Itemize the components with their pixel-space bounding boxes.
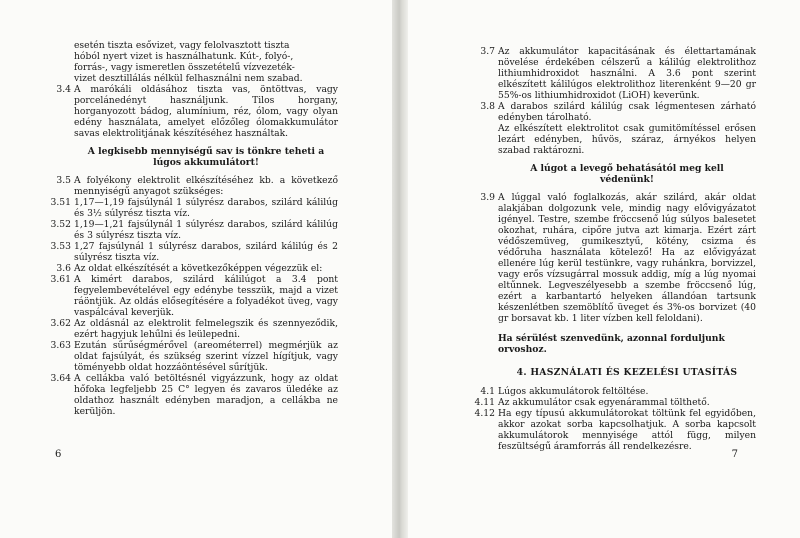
section-3-8 bbox=[470, 101, 756, 123]
air-warning: A lúgot a levegő behatásától meg kell védenünk! bbox=[530, 163, 724, 185]
section-text: Lúgos akkumulátorok feltöltése. bbox=[498, 386, 649, 398]
section-3-4 bbox=[46, 84, 338, 139]
section-number: 3.8 bbox=[480, 101, 495, 112]
section-text: Az akkumulátor kapacitásának és élettartamának növelése érdekében célszerű a kálilúg elektrolithoz lithiumhidroxidot használni. A 3.6 pont szerint elkészített kálilúgos elektrolithoz literenként 9—20 gr 55%-os lithiumhidroxidot (LiOH) keverünk. bbox=[498, 46, 756, 101]
section-3-52 bbox=[46, 219, 338, 241]
left-page-column bbox=[46, 40, 338, 417]
section-text: Ha egy típusú akkumulátorokat töltünk fel egyidőben, akkor azokat sorba kapcsolhatjuk. A sorba kapcsolt akkumulátorok mennyisége attól függ, milyen feszültségű áramforrás áll rendelkezésre. bbox=[498, 408, 756, 453]
section-number: 4.12 bbox=[474, 408, 495, 420]
section-3-62 bbox=[46, 318, 338, 340]
right-page-column bbox=[470, 46, 756, 452]
chapter-heading: 4. HASZNÁLATI ÉS KEZELÉSI UTASÍTÁS bbox=[516, 367, 738, 379]
section-4-11 bbox=[470, 397, 756, 408]
section-3-64 bbox=[46, 373, 338, 417]
section-4-12 bbox=[470, 408, 756, 452]
section-text: Ezután sűrűségmérővel (areométerrel) megmérjük az oldat fajsúlyát, és szükség szerint vízzel hígítjuk, vagy töményebb oldat hozzáöntésével sűrítjük. bbox=[74, 340, 338, 373]
acid-warning: A legkisebb mennyiségű sav is tönkre teheti a lúgos akkumulátort! bbox=[87, 146, 325, 168]
section-number: 3.5 bbox=[56, 175, 71, 186]
right-page bbox=[408, 0, 800, 538]
section-3-63 bbox=[46, 340, 338, 373]
section-3-8-continued: Az elkészített elektrolitot csak gumitömítéssel erősen lezárt edényben, hűvös, száraz, árnyékos helyen szabad raktározni. bbox=[498, 123, 756, 156]
left-page bbox=[0, 0, 392, 538]
section-text: A cellákba való betöltésnél vigyázzunk, hogy az oldat hőfoka legfeljebb 25 C° legyen és zavaros üledéke az oldathoz használt edényben maradjon, a cellákba ne kerüljön. bbox=[74, 373, 338, 417]
section-3-61 bbox=[46, 274, 338, 318]
injury-note: Ha sérülést szenvedünk, azonnal forduljunk orvoshoz. bbox=[498, 333, 725, 356]
continuation-line: esetén tiszta esővizet, vagy felolvasztott tiszta bbox=[74, 40, 290, 51]
section-text: A darabos szilárd kálilúg csak légmentesen zárható edényben tárolható. bbox=[498, 101, 756, 123]
section-text: 1,17—1,19 fajsúlynál 1 súlyrész darabos, szilárd kálilúg és 3½ súlyrész tiszta víz. bbox=[74, 197, 338, 219]
section-3-5 bbox=[46, 175, 338, 197]
section-number: 3.62 bbox=[50, 318, 71, 329]
section-number: 3.7 bbox=[480, 46, 495, 57]
section-3-7 bbox=[470, 46, 756, 101]
continuation-line: forrás-, vagy ismeretlen összetételű vízvezeték- bbox=[74, 62, 295, 73]
section-number: 3.4 bbox=[56, 84, 71, 95]
section-number: 3.64 bbox=[50, 373, 71, 384]
section-3-53 bbox=[46, 241, 338, 263]
section-text: A lúggal való foglalkozás, akár szilárd, akár oldat alakjában dolgozunk vele, mindig nagy elővigyázatot igényel. Testre, szembe fröccsenő lúg súlyos balesetet okozhat, ruhára, cipőre jutva azt kimarja. Ezért zárt védőszemüveg, gumikesztyű, kötény, csizma és védőruha használata kötelező! Ha az elővigyázat ellenére lúg kerül testünkre, vagy ruhánkra, borvizzel, vagy erős vízsugárral mossuk addig, míg a lúg nyomai eltűnnek. Legveszélyesebb a szembe fröccsenő lúg, ezért a karbantartó helyeken állandóan tartsunk készenlétben szemöblítő üveget és 3%-os borvizet (40 gr borsavat kb. 1 liter vízben kell feloldani). bbox=[498, 192, 756, 324]
section-number: 3.52 bbox=[50, 219, 71, 230]
section-3-51 bbox=[46, 197, 338, 219]
section-number: 3.6 bbox=[56, 263, 71, 274]
section-text: Az oldat elkészítését a következőképpen végezzük el: bbox=[74, 263, 323, 274]
section-3-6 bbox=[46, 263, 338, 274]
section-text: 1,19—1,21 fajsúlynál 1 súlyrész darabos, szilárd kálilúg és 3 súlyrész tiszta víz. bbox=[74, 219, 338, 241]
section-number: 4.1 bbox=[480, 386, 495, 398]
section-3-9 bbox=[470, 192, 756, 324]
continuation-line: hóból nyert vizet is használhatunk. Kút-, folyó-, bbox=[74, 51, 294, 62]
continuation-line: vizet desztillálás nélkül felhasználni nem szabad. bbox=[74, 73, 303, 84]
section-text: Az oldásnál az elektrolit felmelegszik és szennyeződik, ezért hagyjuk lehűlni és leülepedni. bbox=[74, 318, 338, 340]
book-gutter bbox=[392, 0, 408, 538]
section-number: 3.51 bbox=[50, 197, 71, 208]
page-number: 7 bbox=[731, 449, 738, 460]
section-4-1 bbox=[470, 386, 756, 397]
page-number: 6 bbox=[55, 449, 62, 460]
section-number: 3.53 bbox=[50, 241, 71, 252]
section-text: A folyékony elektrolit elkészítéséhez kb. a következő mennyiségű anyagot szükséges: bbox=[74, 175, 338, 197]
section-text: 1,27 fajsúlynál 1 súlyrész darabos, szilárd kálilúg és 2 súlyrész tiszta víz. bbox=[74, 241, 338, 263]
section-number: 3.61 bbox=[50, 274, 71, 285]
section-number: 3.9 bbox=[480, 192, 495, 203]
section-text: A kimért darabos, szilárd kálilúgot a 3.4 pont fegyelembevételével egy edénybe tesszük, majd a vizet ráöntjük. Az oldás elősegítésére a folyadékot üveg, vagy vaspálcával keverjük. bbox=[74, 274, 338, 318]
section-number: 4.11 bbox=[474, 397, 495, 409]
section-text: Az akkumulátor csak egyenárammal tölthető. bbox=[498, 397, 710, 409]
section-text: A marókáli oldásához tiszta vas, öntöttvas, vagy porcelánedényt használjunk. Tilos horgany, horganyozott bádog, alumínium, réz, ólom, vagy olyan edény használata, amelyet előzőleg ólomakkumulátor savas elektrolitjának készítéséhez használtak. bbox=[74, 84, 338, 139]
section-number: 3.63 bbox=[50, 340, 71, 351]
